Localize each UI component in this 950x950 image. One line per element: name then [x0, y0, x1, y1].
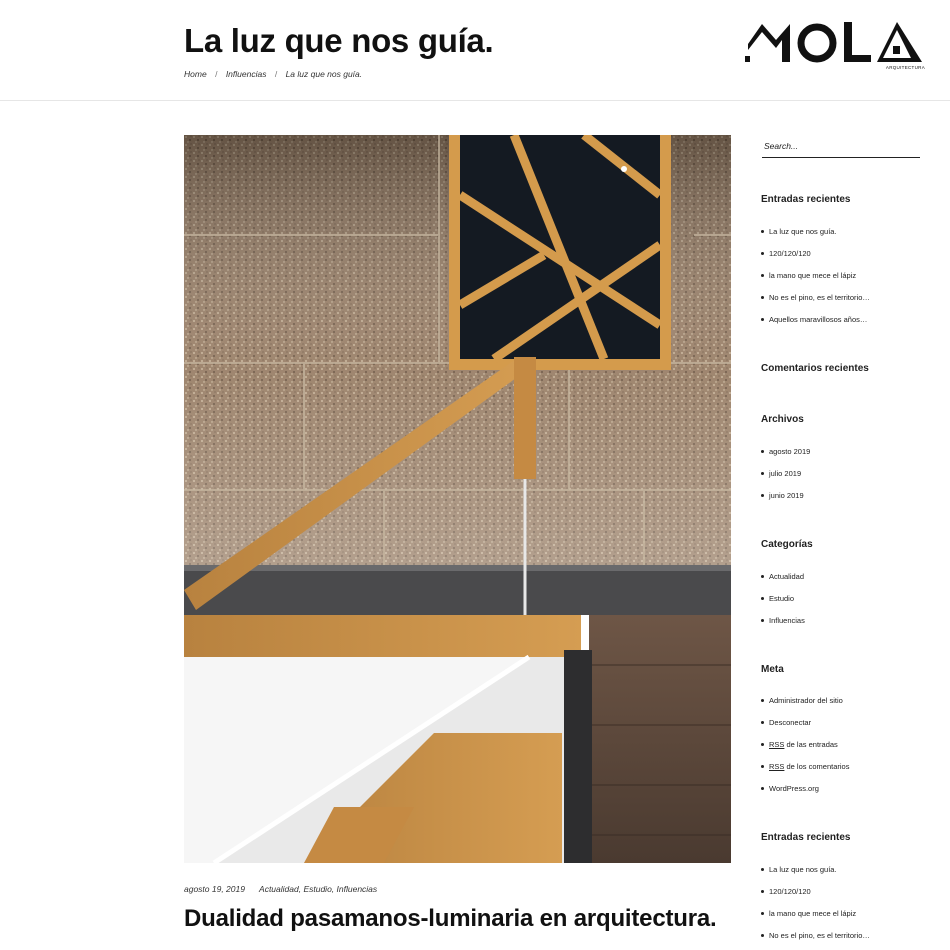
mola-logo[interactable]: [745, 16, 927, 70]
category-link[interactable]: Actualidad: [769, 572, 805, 581]
list-item: [761, 572, 805, 594]
list-item: [761, 469, 810, 491]
site-admin-link[interactable]: Administrador del sitio: [769, 696, 843, 705]
list-item: [761, 616, 805, 638]
archive-link[interactable]: agosto 2019: [769, 447, 811, 456]
breadcrumb: [184, 69, 362, 79]
recent-posts-title: Entradas recientes: [761, 194, 851, 205]
list-item: [761, 594, 805, 616]
recent-posts-list: [761, 227, 870, 337]
list-item: [761, 718, 849, 740]
categories-list: [761, 572, 805, 638]
archive-link[interactable]: julio 2019: [769, 469, 802, 478]
list-item: [761, 491, 810, 513]
recent-post-link[interactable]: La luz que nos guía.: [769, 227, 837, 236]
list-item: [761, 762, 849, 784]
list-item: [761, 315, 870, 337]
list-item: [761, 227, 870, 249]
rss-abbr: RSS: [769, 740, 785, 749]
list-item: [761, 784, 849, 806]
list-item: [761, 696, 849, 718]
recent-posts-list-2: [761, 865, 870, 950]
rss-comments-link[interactable]: [769, 762, 849, 771]
breadcrumb-separator: /: [215, 69, 218, 79]
rss-comments-label: de los comentarios: [784, 762, 850, 771]
rss-entries-link[interactable]: [769, 740, 838, 749]
featured-image-stair-handrail: [184, 135, 731, 863]
wordpress-link[interactable]: WordPress.org: [769, 784, 819, 793]
recent-post-link[interactable]: No es el pino, es el territorio…: [769, 931, 870, 940]
search-input[interactable]: [762, 134, 920, 158]
recent-post-link[interactable]: Aquellos maravillosos años…: [769, 315, 868, 324]
list-item: [761, 249, 870, 271]
post-title[interactable]: Dualidad pasamanos-luminaria en arquitectura.: [184, 905, 717, 932]
category-link[interactable]: Estudio: [769, 594, 795, 603]
list-item: [761, 271, 870, 293]
recent-post-link[interactable]: 120/120/120: [769, 249, 811, 258]
logout-link[interactable]: Desconectar: [769, 718, 812, 727]
category-link[interactable]: Influencias: [769, 616, 805, 625]
archives-list: [761, 447, 810, 513]
logo-subtitle: ARQUITECTURA: [885, 65, 925, 70]
recent-post-link[interactable]: 120/120/120: [769, 887, 811, 896]
recent-post-link[interactable]: la mano que mece el lápiz: [769, 909, 857, 918]
list-item: [761, 447, 810, 469]
breadcrumb-separator: /: [274, 69, 278, 79]
post-categories[interactable]: Actualidad, Estudio, Influencias: [259, 884, 378, 894]
meta-list: [761, 696, 849, 806]
post-meta: [184, 884, 377, 894]
recent-post-link[interactable]: La luz que nos guía.: [769, 865, 837, 874]
breadcrumb-home-link[interactable]: Home: [184, 69, 207, 79]
list-item: [761, 865, 870, 887]
recent-post-link[interactable]: No es el pino, es el territorio…: [769, 293, 870, 302]
archives-title: Archivos: [761, 414, 804, 425]
list-item: [761, 887, 870, 909]
archive-link[interactable]: junio 2019: [769, 491, 804, 500]
breadcrumb-current: La luz que nos guía.: [285, 69, 363, 79]
page-title: La luz que nos guía.: [184, 22, 494, 59]
list-item: [761, 293, 870, 315]
list-item: [761, 931, 870, 950]
list-item: [761, 740, 849, 762]
breadcrumb-influencias-link[interactable]: Influencias: [225, 69, 267, 79]
recent-posts-title-2: Entradas recientes: [761, 832, 851, 843]
meta-title: Meta: [761, 664, 784, 675]
rss-abbr: RSS: [769, 762, 785, 771]
categories-title: Categorías: [761, 539, 813, 550]
site-header: [0, 0, 950, 101]
recent-post-link[interactable]: la mano que mece el lápiz: [769, 271, 857, 280]
recent-comments-title: Comentarios recientes: [761, 363, 869, 374]
post-date-link[interactable]: agosto 19, 2019: [184, 884, 245, 894]
list-item: [761, 909, 870, 931]
rss-entries-label: de las entradas: [784, 740, 838, 749]
